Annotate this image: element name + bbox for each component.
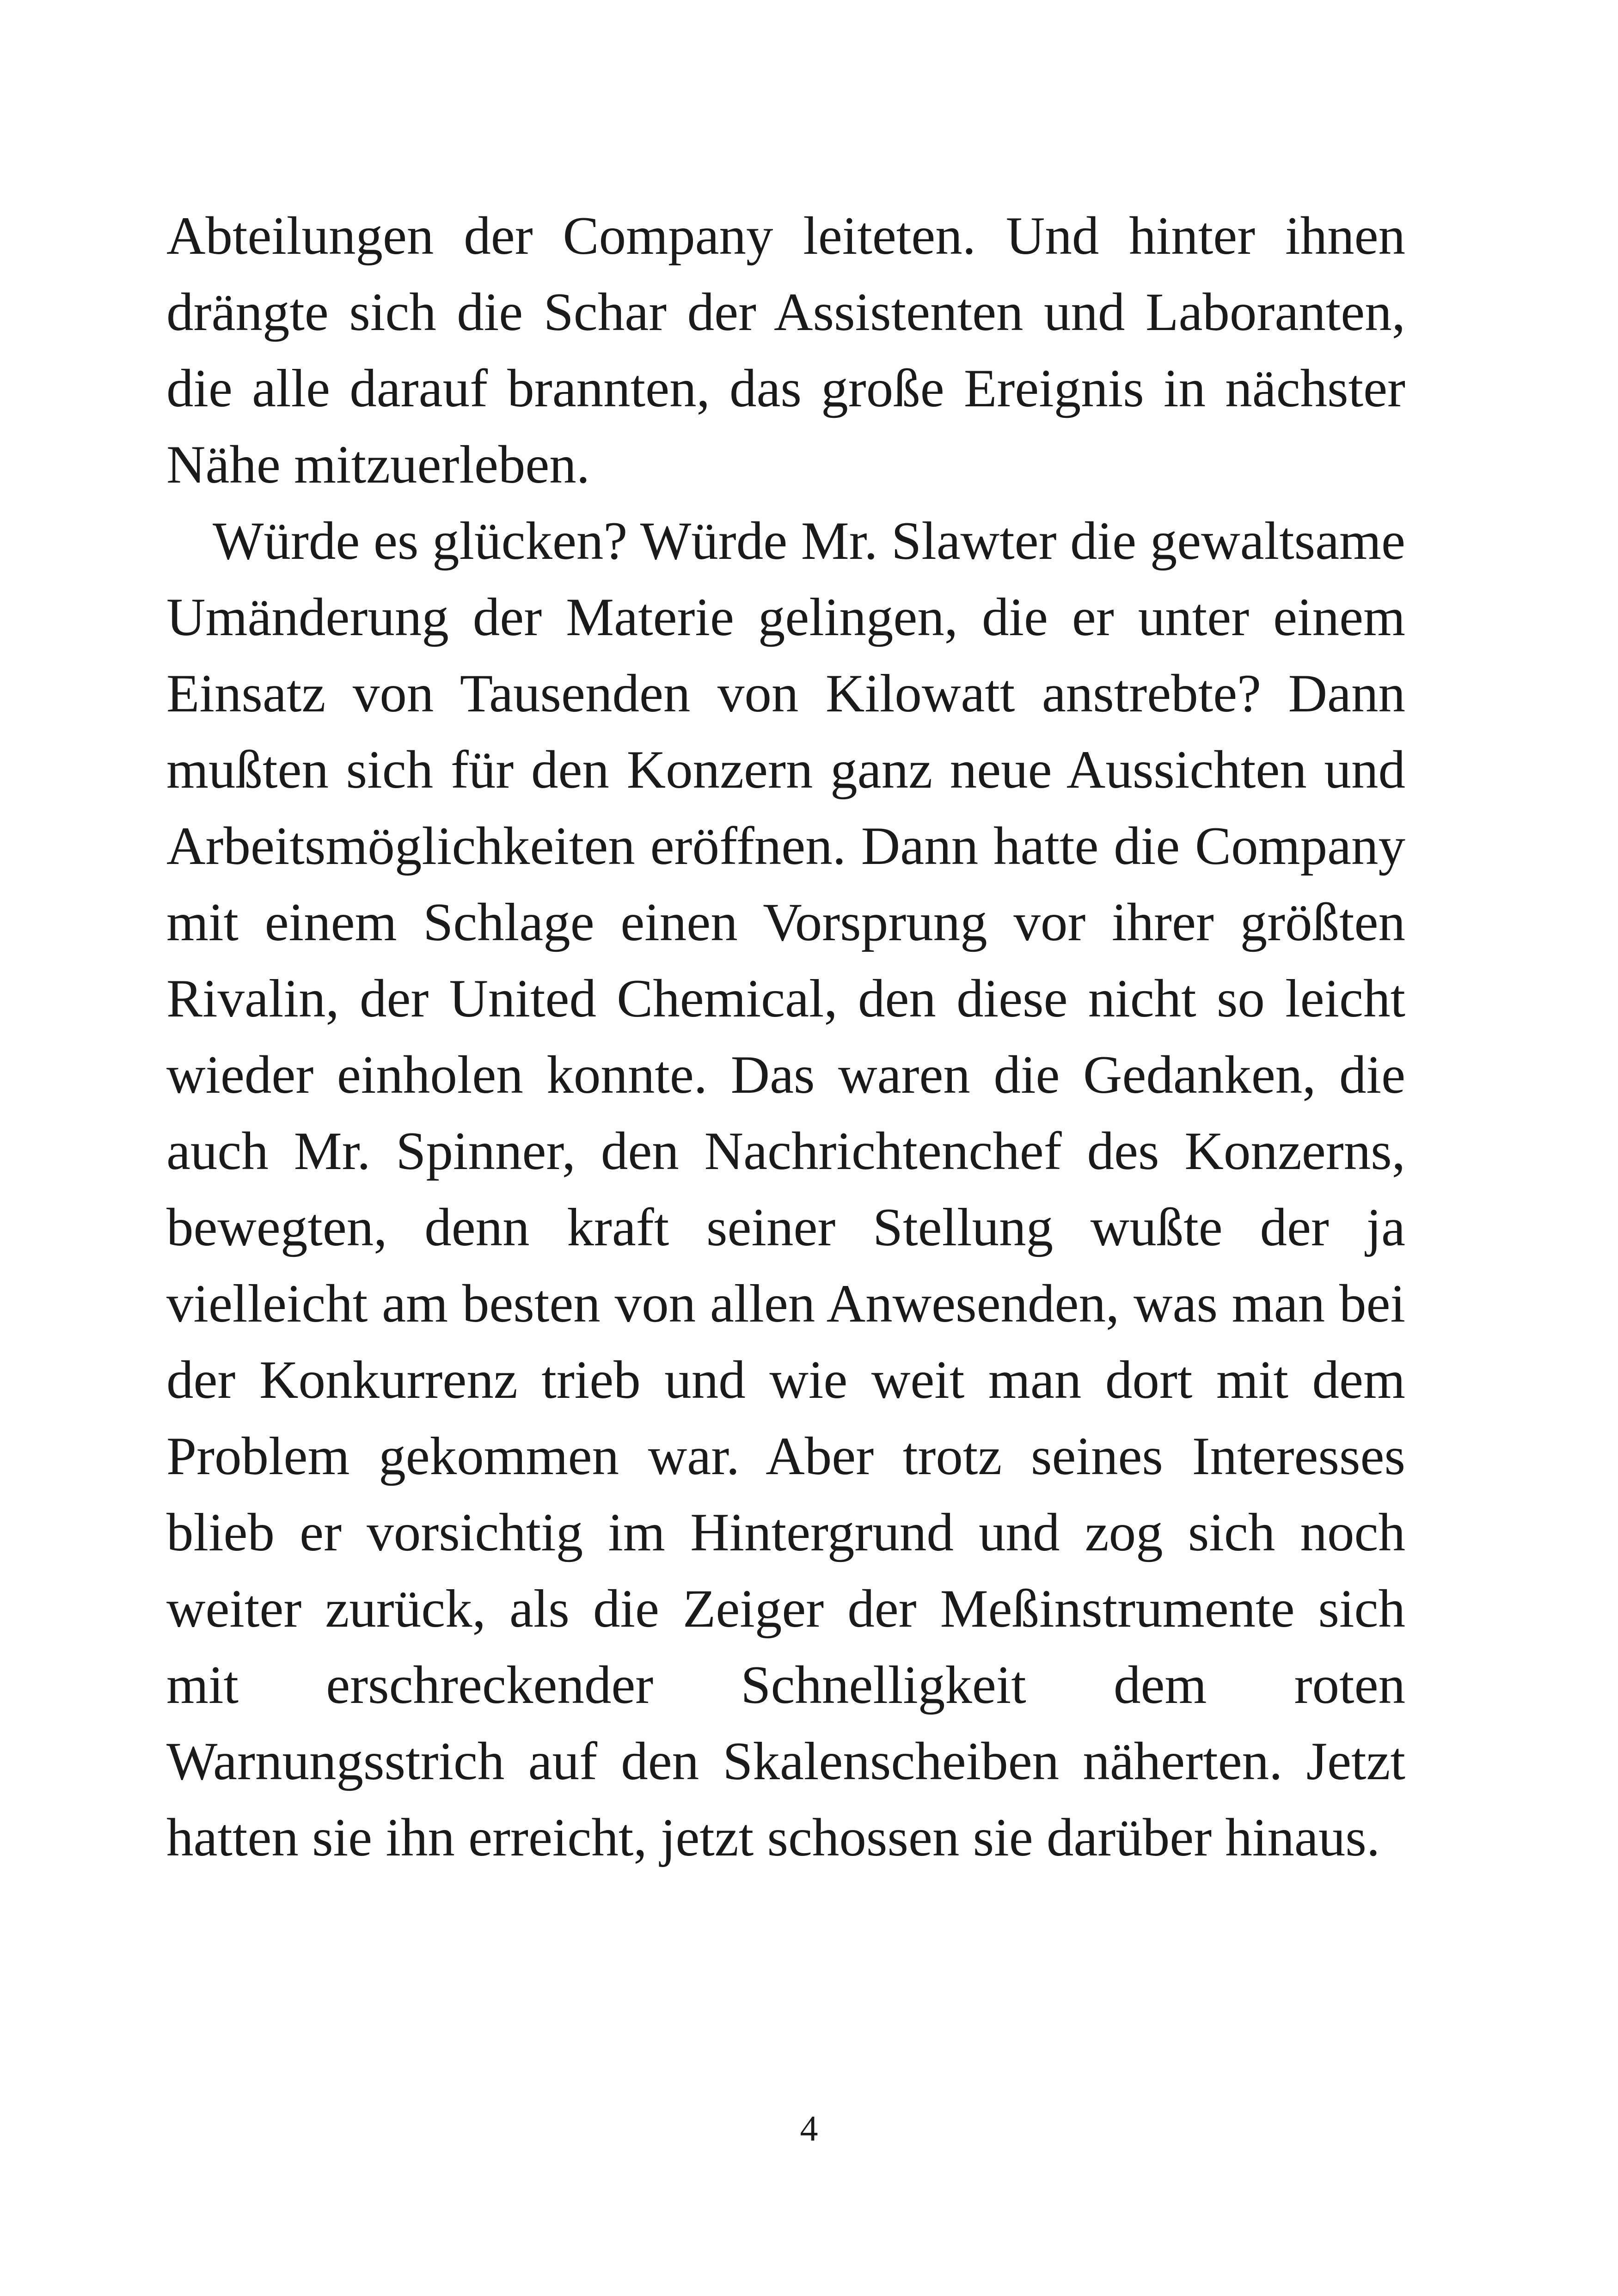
paragraph-2: Würde es glücken? Würde Mr. Slawter die gewaltsame Umänderung der Materie gelingen, die er unter einem Einsatz von Tausenden von Kilowatt anstrebte? Dann mußten sich für den Konzern ganz neue Aussichten und Arbeitsmöglichkeiten eröffnen. Dann hatte die Company mit einem Schlage einen Vorsprung vor ihrer größten Rivalin, der United Chemical, den diese nicht so leicht wieder einholen konnte. Das waren die Gedanken, die auch Mr. Spinner, den Nachrichtenchef des Konzerns, bewegten, denn kraft seiner Stellung wußte der ja vielleicht am besten von allen Anwesenden, was man bei der Konkurrenz trieb und wie weit man dort mit dem Problem gekommen war. Aber trotz seines Interesses blieb er vorsichtig im Hintergrund und zog sich noch weiter zurück, als die Zeiger der Meßinstrumente sich mit erschreckender Schnelligkeit dem roten Warnungsstrich auf den Skalenscheiben näherten. Jetzt hatten sie ihn erreicht, jetzt schossen sie darüber hinaus. xyxy=(166,511,1405,1867)
paragraph-1: Abteilungen der Company leiteten. Und hinter ihnen drängte sich die Schar der Assistenten und Laboranten, die alle darauf brannten, das große Ereignis in nächster Nähe mitzuerleben. xyxy=(166,206,1405,495)
page-number: 4 xyxy=(800,2108,818,2149)
body-text xyxy=(166,198,1405,1876)
